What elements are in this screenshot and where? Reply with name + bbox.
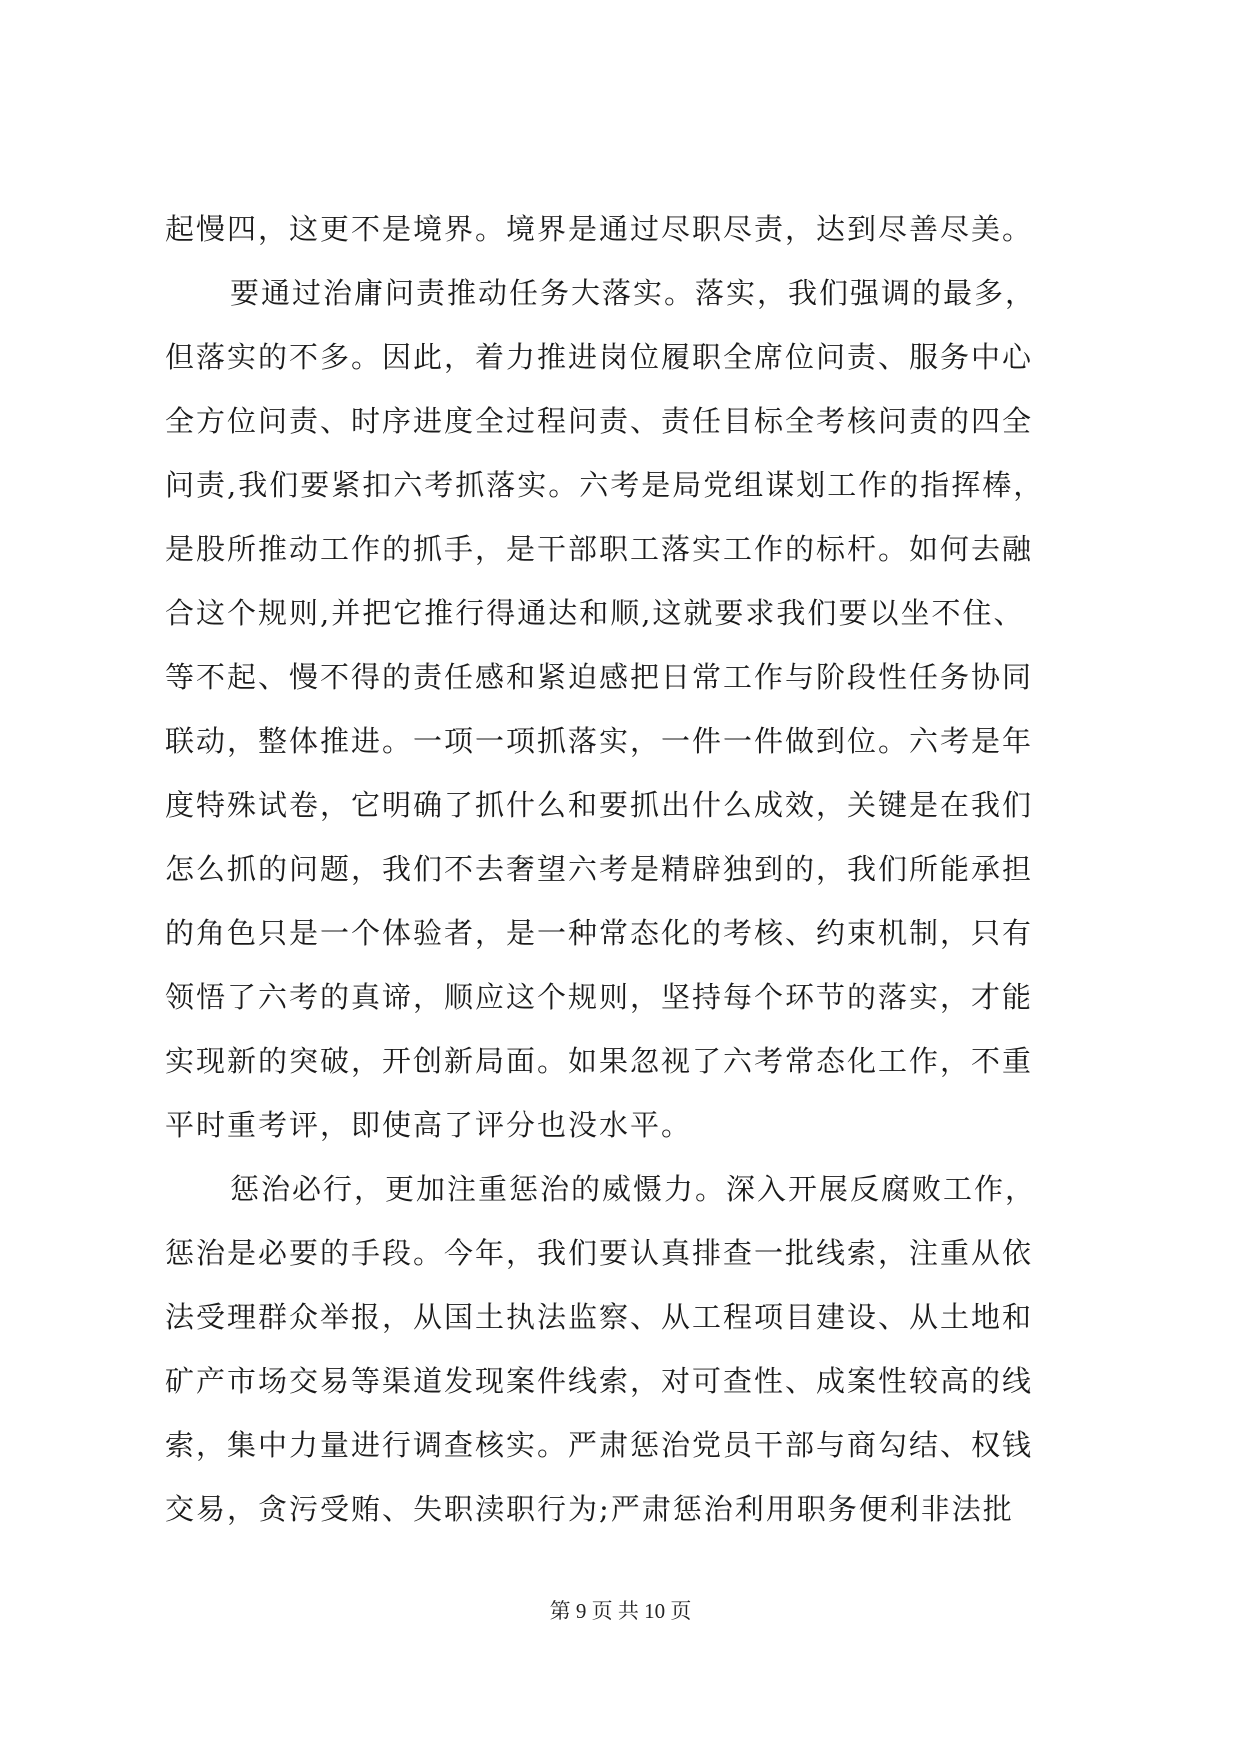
text-line: 是股所推动工作的抓手，是干部职工落实工作的标杆。如何去融: [165, 532, 1034, 566]
text-line: 度特殊试卷，它明确了抓什么和要抓出什么成效，关键是在我们: [165, 788, 1034, 822]
text-line: 起慢四，这更不是境界。境界是通过尽职尽责，达到尽善尽美。: [165, 212, 1034, 246]
paragraph-first-line: 要通过治庸问责推动任务大落实。落实，我们强调的最多，: [230, 276, 1037, 310]
body-text: [165, 197, 1080, 1541]
text-line: 领悟了六考的真谛，顺应这个规则，坚持每个环节的落实，才能: [165, 980, 1034, 1014]
text-line: 全方位问责、时序进度全过程问责、责任目标全考核问责的四全: [165, 404, 1034, 438]
text-line: 惩治是必要的手段。今年，我们要认真排查一批线索，注重从依: [165, 1236, 1034, 1270]
text-line: 矿产市场交易等渠道发现案件线索，对可查性、成案性较高的线: [165, 1364, 1034, 1398]
text-line: 实现新的突破，开创新局面。如果忽视了六考常态化工作，不重: [165, 1044, 1034, 1078]
text-line: 问责,我们要紧扣六考抓落实。六考是局党组谋划工作的指挥棒，: [165, 468, 1045, 502]
text-line: 等不起、慢不得的责任感和紧迫感把日常工作与阶段性任务协同: [165, 660, 1034, 694]
text-line: 索，集中力量进行调查核实。严肃惩治党员干部与商勾结、权钱: [165, 1428, 1034, 1462]
text-line: 但落实的不多。因此，着力推进岗位履职全席位问责、服务中心: [165, 340, 1034, 374]
text-line: 的角色只是一个体验者，是一种常态化的考核、约束机制，只有: [165, 916, 1034, 950]
page-number: 第 9 页 共 10 页: [549, 1599, 692, 1623]
text-line: 法受理群众举报，从国土执法监察、从工程项目建设、从土地和: [165, 1300, 1034, 1334]
text-line: 交易，贪污受贿、失职渎职行为;严肃惩治利用职务便利非法批: [165, 1492, 1014, 1526]
text-line: 合这个规则,并把它推行得通达和顺,这就要求我们要以坐不住、: [165, 596, 1025, 630]
page-footer: [0, 1596, 1241, 1626]
paragraph-first-line: 惩治必行，更加注重惩治的威慑力。深入开展反腐败工作，: [230, 1172, 1037, 1206]
text-line: 怎么抓的问题，我们不去奢望六考是精辟独到的，我们所能承担: [165, 852, 1034, 886]
text-line: 平时重考评，即使高了评分也没水平。: [165, 1108, 693, 1142]
text-line: 联动，整体推进。一项一项抓落实，一件一件做到位。六考是年: [165, 724, 1034, 758]
